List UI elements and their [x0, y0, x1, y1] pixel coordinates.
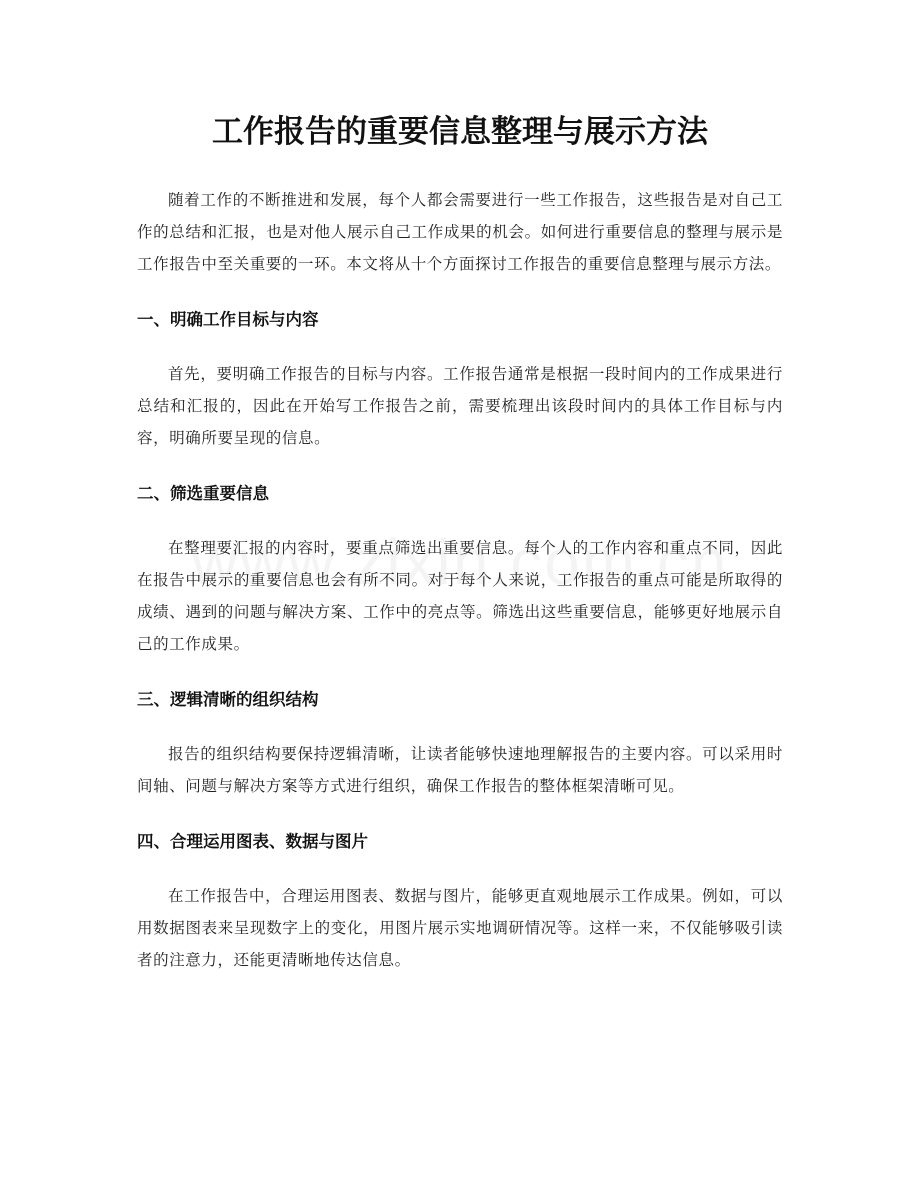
document-body: [137, 184, 783, 976]
spacer: [137, 510, 783, 532]
spacer: [137, 280, 783, 304]
document-title: 工作报告的重要信息整理与展示方法: [212, 114, 708, 150]
spacer: [137, 858, 783, 880]
section-heading-4: 四、合理运用图表、数据与图片: [137, 832, 368, 851]
spacer: [137, 454, 783, 478]
section-heading-2: 二、筛选重要信息: [137, 484, 269, 503]
section-body-4: 在工作报告中，合理运用图表、数据与图片，能够更直观地展示工作成果。例如，可以用数据图表来呈现数字上的变化，用图片展示实地调研情况等。这样一来，不仅能够吸引读者的注意力，还能更清晰地传达信息。: [137, 887, 783, 969]
section-body-1: 首先，要明确工作报告的目标与内容。工作报告通常是根据一段时间内的工作成果进行总结和汇报的，因此在开始写工作报告之前，需要梳理出该段时间内的具体工作目标与内容，明确所要呈现的信息。: [137, 365, 783, 447]
spacer: [137, 660, 783, 684]
section-body-3: 报告的组织结构要保持逻辑清晰，让读者能够快速地理解报告的主要内容。可以采用时间轴、问题与解决方案等方式进行组织，确保工作报告的整体框架清晰可见。: [137, 745, 783, 795]
section-body-2: 在整理要汇报的内容时，要重点筛选出重要信息。每个人的工作内容和重点不同，因此在报告中展示的重要信息也会有所不同。对于每个人来说，工作报告的重点可能是所取得的成绩、遇到的问题与解决方案、工作中的亮点等。筛选出这些重要信息，能够更好地展示自己的工作成果。: [137, 539, 783, 653]
section-heading-3: 三、逻辑清晰的组织结构: [137, 690, 319, 709]
section-heading-1: 一、明确工作目标与内容: [137, 310, 319, 329]
spacer: [137, 802, 783, 826]
spacer: [137, 716, 783, 738]
spacer: [137, 336, 783, 358]
intro-paragraph: 随着工作的不断推进和发展，每个人都会需要进行一些工作报告，这些报告是对自己工作的总结和汇报，也是对他人展示自己工作成果的机会。如何进行重要信息的整理与展示是工作报告中至关重要的一环。本文将从十个方面探讨工作报告的重要信息整理与展示方法。: [137, 191, 783, 273]
